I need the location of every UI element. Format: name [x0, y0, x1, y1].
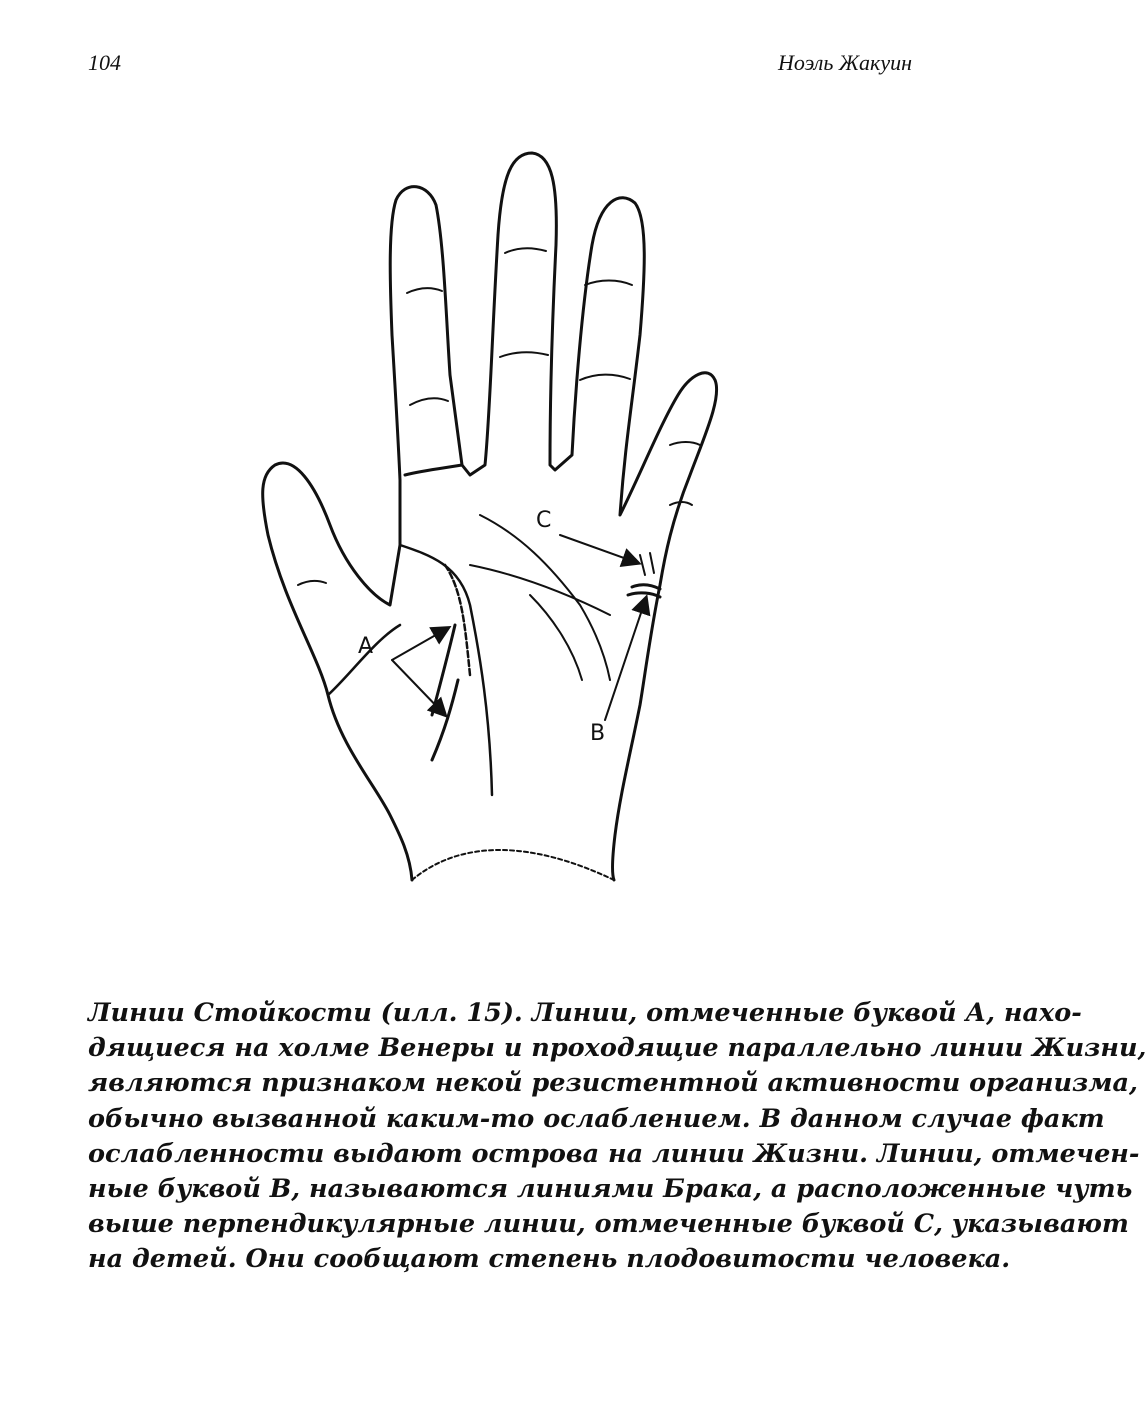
- caption-line: являются признаком некой резистентной активности организма,: [88, 1068, 1138, 1099]
- hand-outline: [263, 153, 717, 880]
- hand-drawing: [200, 135, 800, 895]
- caption-line: на детей. Они сообщают степень плодовитости человека.: [88, 1244, 1011, 1275]
- caption-line: выше перпендикулярные линии, отмеченные буквой С, указывают: [88, 1209, 1129, 1240]
- caption-line: Линии Стойкости (илл. 15). Линии, отмеченные буквой А, нахо-: [88, 998, 1082, 1028]
- figure-caption: [88, 996, 1146, 1278]
- page-number: 104: [88, 50, 121, 75]
- caption-line: обычно вызванной каким-то ослаблением. В данном случае факт: [88, 1103, 1105, 1134]
- caption-line: дящиеся на холме Венеры и проходящие параллельно линии Жизни,: [88, 1033, 1146, 1064]
- label-b: B: [590, 721, 606, 746]
- label-a: A: [358, 634, 374, 659]
- caption-line: ные буквой В, называются линиями Брака, а расположенные чуть: [88, 1174, 1133, 1205]
- running-title: Ноэль Жакуин: [778, 50, 912, 75]
- label-c: C: [536, 508, 552, 533]
- page-header: [88, 50, 912, 84]
- caption-line: ослабленности выдают острова на линии Жизни. Линии, отмечен-: [88, 1138, 1140, 1169]
- hand-illustration: [200, 135, 800, 895]
